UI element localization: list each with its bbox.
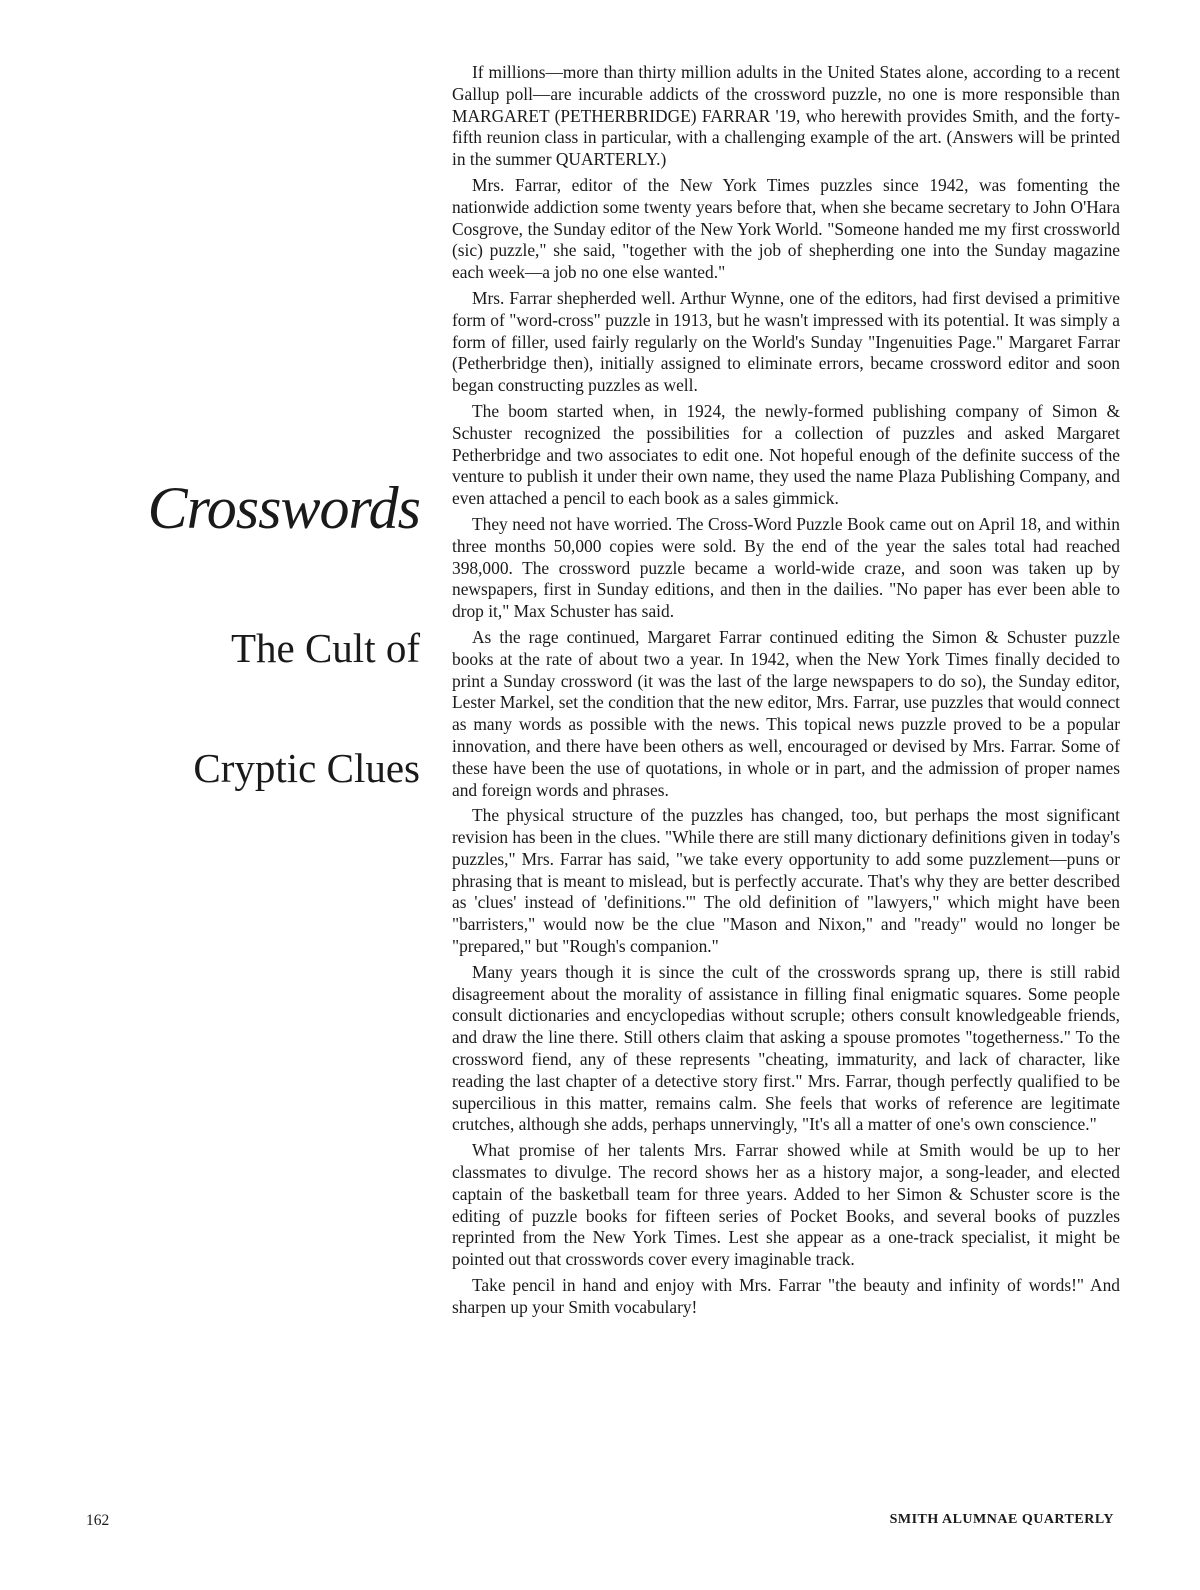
- article-subtitle-line-1: The Cult of: [230, 625, 420, 671]
- page-number: 162: [86, 1512, 110, 1529]
- article-title: Crosswords: [147, 475, 420, 541]
- paragraph: They need not have worried. The Cross-Word Puzzle Book came out on April 18, and within three months 50,000 copies were sold. By the end of the year the sales total had reached 398,000. The crossword puzzle became a world-wide craze, and soon was taken up by newspapers, first in Sunday editions, and then in the dailies. "No paper has ever been able to drop it," Max Schuster has said.: [452, 513, 1120, 622]
- article-subtitle-line-2: Cryptic Clues: [193, 745, 420, 791]
- paragraph: Mrs. Farrar, editor of the New York Times puzzles since 1942, was fomenting the nationwide addiction some twenty years before that, when she became secretary to John O'Hara Cosgrove, the Sunday editor of the New York World. "Someone handed me my first crossworld (sic) puzzle," she said, "together with the job of shepherding one into the Sunday magazine each week—a job no one else wanted.": [452, 174, 1120, 283]
- journal-name: SMITH ALUMNAE QUARTERLY: [889, 1512, 1114, 1527]
- paragraph: As the rage continued, Margaret Farrar continued editing the Simon & Schuster puzzle books at the rate of about two a year. In 1942, when the New York Times finally decided to print a Sunday crossword (it was the last of the large newspapers to do so), the Sunday editor, Lester Markel, set the condition that the new editor, Mrs. Farrar, use puzzles that would connect as many words as possible with the news. This topical news puzzle proved to be a popular innovation, and there have been others as well, encouraged or devised by Mrs. Farrar. Some of these have been the use of quotations, in whole or in part, and the admission of proper names and foreign words and phrases.: [452, 626, 1120, 800]
- paragraph: Mrs. Farrar shepherded well. Arthur Wynne, one of the editors, had first devised a primitive form of "word-cross" puzzle in 1913, but he wasn't impressed with its potential. It was simply a form of filler, used fairly regularly on the World's Sunday "Ingenuities Page." Margaret Farrar (Petherbridge then), initially assigned to eliminate errors, became crossword editor and soon began constructing puzzles as well.: [452, 287, 1120, 396]
- paragraph: The physical structure of the puzzles has changed, too, but perhaps the most significant revision has been in the clues. "While there are still many dictionary definitions given in today's puzzles," Mrs. Farrar has said, "we take every opportunity to add some puzzlement—puns or phrasing that is meant to mislead, but is perfectly accurate. That's why they are better described as 'clues' instead of 'definitions.'" The old definition of "lawyers," which might have been "barristers," would now be the clue "Mason and Nixon," and "ready" would no longer be "prepared," but "Rough's companion.": [452, 805, 1121, 957]
- paragraph: Take pencil in hand and enjoy with Mrs. Farrar "the beauty and infinity of words!" And sharpen up your Smith vocabulary!: [452, 1275, 1120, 1317]
- paragraph: The boom started when, in 1924, the newly-formed publishing company of Simon & Schuster recognized the possibilities for a collection of puzzles and asked Margaret Petherbridge and two associates to edit one. Not hopeful enough of the definite success of the venture to publish it under their own name, they used the name Plaza Publishing Company, and even attached a pencil to each book as a sales gimmick.: [452, 400, 1120, 509]
- paragraph: Many years though it is since the cult of the crosswords sprang up, there is still rabid disagreement about the morality of assistance in filling final enigmatic squares. Some people consult dictionaries and encyclopedias without scruple; others consult knowledgeable friends, and draw the line there. Still others claim that asking a spouse promotes "togetherness." To the crossword fiend, any of these represents "cheating, immaturity, and lack of character, like reading the last chapter of a detective story first." Mrs. Farrar, though perfectly qualified to be supercilious in this matter, remains calm. She feels that works of reference are legitimate crutches, although she adds, perhaps unnervingly, "It's all a matter of one's own conscience.": [452, 961, 1120, 1135]
- paragraph: What promise of her talents Mrs. Farrar showed while at Smith would be up to her classmates to divulge. The record shows her as a history major, a song-leader, and elected captain of the basketball team for three years. Added to her Simon & Schuster score is the editing of puzzle books for fifteen series of Pocket Books, and several books of puzzles reprinted from the New York Times. Lest she appear as a one-track specialist, it might be pointed out that crosswords cover every imaginable track.: [452, 1140, 1120, 1270]
- article-body: [452, 62, 1120, 1323]
- paragraph: If millions—more than thirty million adults in the United States alone, according to a recent Gallup poll—are incurable addicts of the crossword puzzle, no one is more responsible than MARGARET (PETHERBRIDGE) FARRAR '19, who herewith provides Smith, and the forty-fifth reunion class in particular, with a challenging example of the art. (Answers will be printed in the summer QUARTERLY.): [452, 62, 1120, 170]
